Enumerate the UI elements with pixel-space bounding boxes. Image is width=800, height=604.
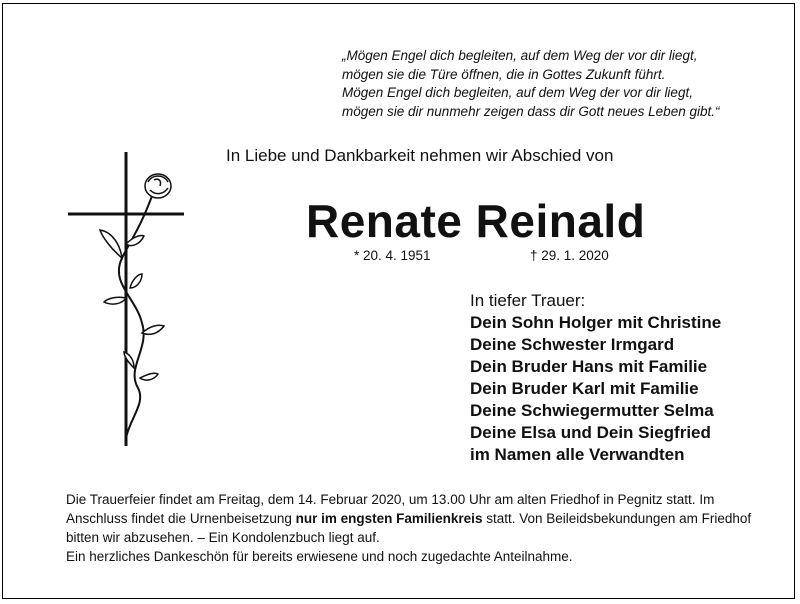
intro-text: In Liebe und Dankbarkeit nehmen wir Abschied von	[226, 146, 614, 165]
mourner: Deine Schwester Irmgard	[470, 335, 675, 354]
poem-line: mögen sie die Türe öffnen, die in Gottes Zukunft führt.	[342, 66, 666, 82]
mourner: Dein Bruder Hans mit Familie	[470, 357, 708, 376]
mourner: Deine Elsa und Dein Siegfried	[470, 423, 711, 442]
mourners-heading: In tiefer Trauer:	[470, 291, 586, 310]
notice-emphasis: nur im engsten Familienkreis	[295, 511, 483, 526]
poem-line: Mögen Engel dich begleiten, auf dem Weg der vor dir liegt,	[342, 85, 693, 100]
cross-with-rose-icon	[60, 148, 200, 448]
mourner: Dein Sohn Holger mit Christine	[470, 313, 722, 332]
birth-date: * 20. 4. 1951	[354, 248, 431, 263]
mourner: im Namen alle Verwandten	[470, 445, 685, 464]
notice-text: statt. Von Beileidsbekundungen am Friedhof bitten wir abzusehen. – Ein Kondolenzbuch liegt auf.	[66, 511, 752, 545]
mourners-list	[470, 290, 721, 466]
funeral-notice	[66, 490, 756, 566]
mourner: Deine Schwiegermutter Selma	[470, 401, 714, 420]
poem-line: „Mögen Engel dich begleiten, auf dem Weg der vor dir liegt,	[342, 48, 698, 63]
funeral-details	[66, 490, 756, 547]
death-date: † 29. 1. 2020	[530, 248, 609, 263]
poem-line: mögen sie dir nunmehr zeigen dass dir Gott neues Leben gibt.“	[342, 103, 720, 119]
deceased-name: Renate Reinald	[306, 195, 646, 247]
mourner: Dein Bruder Karl mit Familie	[470, 379, 699, 398]
notice-text: Die Trauerfeier findet am Freitag, dem 14. Februar 2020, um 13.00 Uhr am alten Friedhof in Pegnitz statt. Im Anschluss findet die Urnenbeisetzung	[66, 492, 715, 526]
poem	[342, 47, 762, 121]
thanks-line: Ein herzliches Dankeschön für bereits erwiesene und noch zugedachte Anteilnahme.	[66, 549, 573, 564]
